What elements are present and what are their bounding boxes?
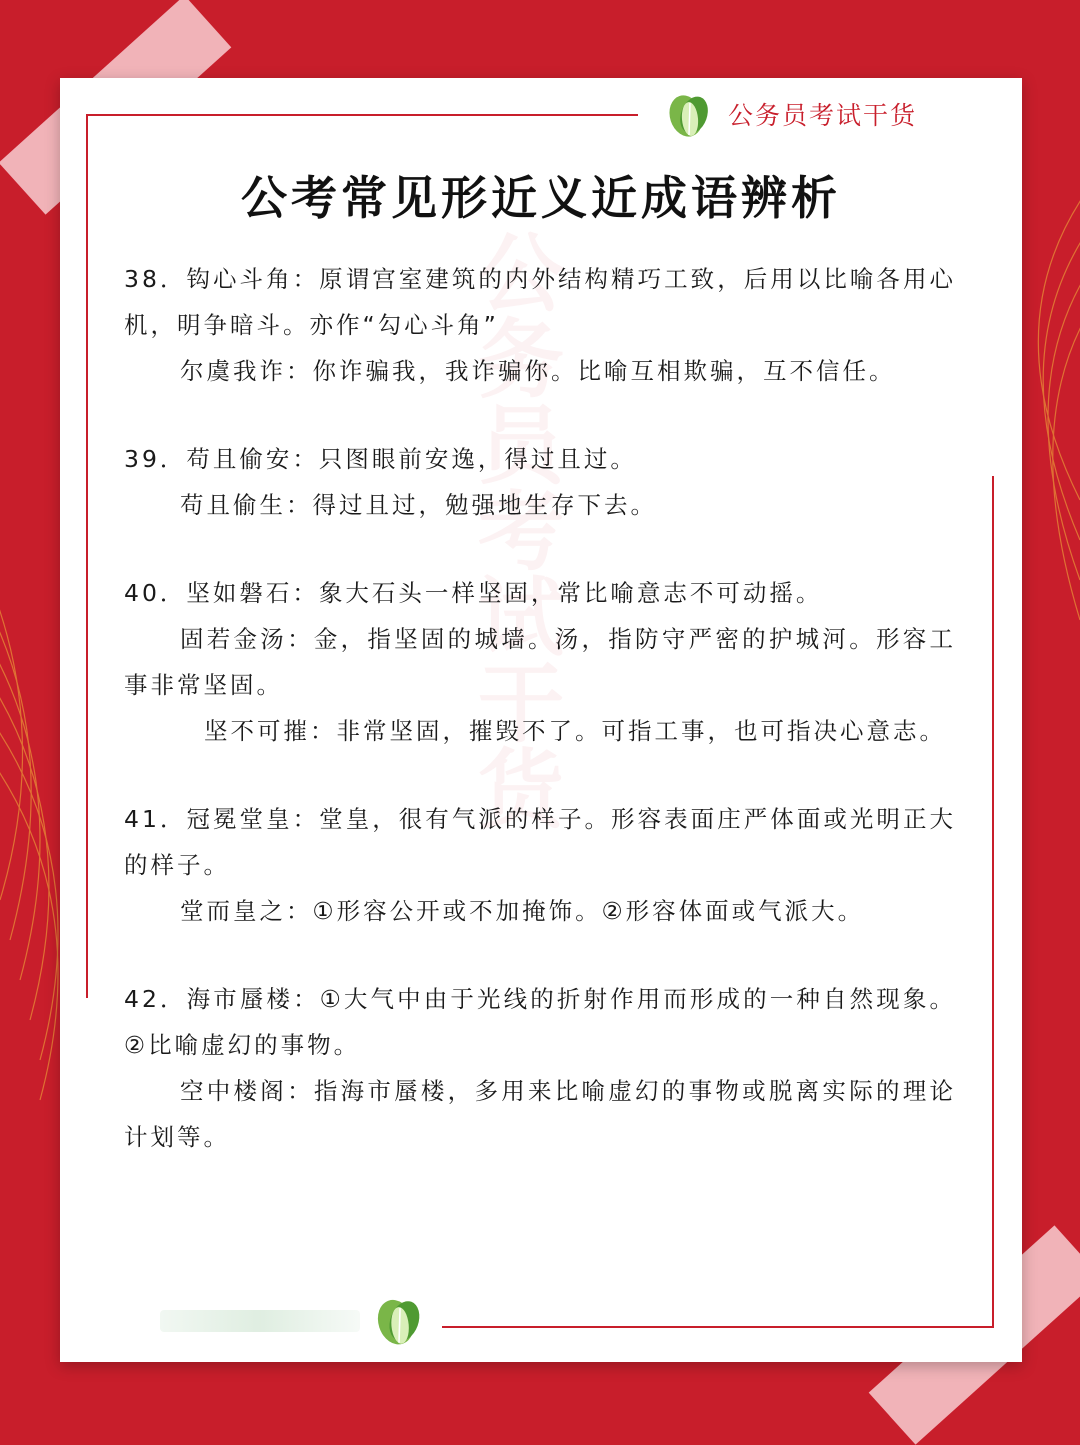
idiom-entry xyxy=(124,570,956,754)
brand-header xyxy=(664,86,917,142)
idiom-related: 坚不可摧：非常坚固，摧毁不了。可指工事，也可指决心意志。 xyxy=(204,717,946,745)
cabbage-icon xyxy=(664,89,714,139)
idiom-related: 固若金汤：金，指坚固的城墙。汤，指防守严密的护城河。形容工事非常坚固。 xyxy=(124,625,956,699)
brand-label: 公务员考试干货 xyxy=(728,101,918,130)
frame-line xyxy=(88,114,638,116)
idiom-main: 41．冠冕堂皇：堂皇，很有气派的样子。形容表面庄严体面或光明正大的样子。 xyxy=(124,805,956,879)
idiom-related: 苟且偷生：得过且过，勉强地生存下去。 xyxy=(180,491,657,519)
watermark: 公务员考试干货 xyxy=(463,228,563,830)
frame-line xyxy=(442,1326,994,1328)
idiom-related: 尔虞我诈：你诈骗我，我诈骗你。比喻互相欺骗，互不信任。 xyxy=(180,357,896,385)
idiom-main: 39．苟且偷安：只图眼前安逸，得过且过。 xyxy=(124,445,637,473)
idiom-main: 40．坚如磐石：象大石头一样坚固，常比喻意志不可动摇。 xyxy=(124,579,823,607)
idiom-related: 堂而皇之：①形容公开或不加掩饰。②形容体面或气派大。 xyxy=(180,897,865,925)
idiom-related: 空中楼阁：指海市蜃楼，多用来比喻虚幻的事物或脱离实际的理论计划等。 xyxy=(124,1077,956,1151)
idiom-list xyxy=(124,256,956,1202)
page-title: 公考常见形近义近成语辨析 xyxy=(241,171,841,225)
frame-line xyxy=(992,476,994,1328)
cabbage-icon xyxy=(372,1293,426,1347)
idiom-entry xyxy=(124,256,956,394)
footer-faded-mark xyxy=(160,1310,360,1332)
idiom-entry xyxy=(124,976,956,1160)
idiom-main: 42．海市蜃楼：①大气中由于光线的折射作用而形成的一种自然现象。②比喻虚幻的事物。 xyxy=(124,985,956,1059)
idiom-entry xyxy=(124,436,956,528)
frame-line xyxy=(86,114,88,998)
idiom-entry xyxy=(124,796,956,934)
idiom-main: 38．钩心斗角：原谓宫室建筑的内外结构精巧工致，后用以比喻各用心机，明争暗斗。亦作“勾心斗角” xyxy=(124,265,956,339)
content-card xyxy=(60,78,1022,1362)
